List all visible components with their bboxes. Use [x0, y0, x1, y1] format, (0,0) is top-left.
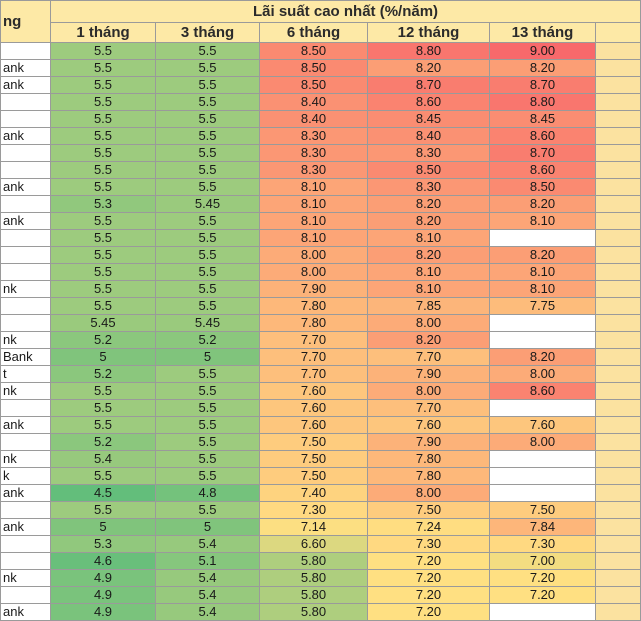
rate-cell[interactable]: 7.70	[368, 400, 490, 417]
bank-name-cell[interactable]	[1, 400, 51, 417]
rate-cell[interactable]: 5.5	[156, 502, 260, 519]
rate-cell[interactable]: 4.9	[51, 587, 156, 604]
rate-cell[interactable]: 5.5	[51, 213, 156, 230]
rate-cell[interactable]: 7.50	[260, 451, 368, 468]
rate-cell[interactable]: 5.5	[51, 502, 156, 519]
bank-name-cell[interactable]: ank	[1, 77, 51, 94]
rate-cell-next[interactable]	[596, 417, 641, 434]
bank-name-cell[interactable]	[1, 111, 51, 128]
rate-cell[interactable]: 5.5	[51, 281, 156, 298]
rate-cell[interactable]	[490, 604, 596, 621]
rate-cell[interactable]: 7.80	[368, 468, 490, 485]
rate-cell[interactable]: 8.00	[368, 315, 490, 332]
rate-cell[interactable]: 7.20	[490, 587, 596, 604]
rate-cell[interactable]: 7.70	[260, 366, 368, 383]
table-row	[1, 604, 641, 621]
column-header-next[interactable]	[596, 23, 641, 43]
table-row	[1, 60, 641, 77]
rate-cell-next[interactable]	[596, 162, 641, 179]
bank-name-cell[interactable]: t	[1, 366, 51, 383]
rate-cell[interactable]: 8.60	[368, 94, 490, 111]
rate-cell[interactable]	[490, 485, 596, 502]
rate-cell[interactable]: 5.5	[51, 77, 156, 94]
rate-cell[interactable]: 5.5	[156, 400, 260, 417]
rate-cell[interactable]: 7.30	[490, 536, 596, 553]
bank-name-cell[interactable]: nk	[1, 281, 51, 298]
rate-cell-next[interactable]	[596, 434, 641, 451]
rate-cell-next[interactable]	[596, 77, 641, 94]
rate-cell[interactable]: 8.30	[260, 162, 368, 179]
bank-name-cell[interactable]: ank	[1, 60, 51, 77]
bank-name-cell[interactable]: nk	[1, 570, 51, 587]
rate-cell[interactable]: 8.10	[490, 281, 596, 298]
column-header-term[interactable]: 1 tháng	[51, 23, 156, 43]
rate-cell[interactable]: 5.1	[156, 553, 260, 570]
rate-cell[interactable]: 8.10	[490, 213, 596, 230]
bank-name-cell[interactable]: Bank	[1, 349, 51, 366]
table-row	[1, 247, 641, 264]
rate-cell[interactable]: 7.80	[368, 451, 490, 468]
column-header-term[interactable]: 6 tháng	[260, 23, 368, 43]
rate-cell[interactable]: 5.3	[51, 196, 156, 213]
rate-cell[interactable]: 5.4	[51, 451, 156, 468]
rate-cell[interactable]: 5.5	[51, 60, 156, 77]
bank-name-cell[interactable]	[1, 247, 51, 264]
rate-cell[interactable]: 7.50	[260, 468, 368, 485]
bank-name-cell[interactable]	[1, 145, 51, 162]
rate-cell[interactable]: 7.75	[490, 298, 596, 315]
bank-column-header[interactable]: ng	[1, 1, 51, 43]
rate-cell[interactable]: 5.2	[51, 366, 156, 383]
rate-cell[interactable]: 5.2	[51, 332, 156, 349]
rate-cell-next[interactable]	[596, 570, 641, 587]
rate-cell-next[interactable]	[596, 502, 641, 519]
rate-cell[interactable]	[490, 400, 596, 417]
rate-cell[interactable]: 5	[156, 349, 260, 366]
rate-cell-next[interactable]	[596, 128, 641, 145]
table-row	[1, 43, 641, 60]
rate-cell[interactable]: 8.10	[490, 264, 596, 281]
rate-cell[interactable]: 8.20	[368, 196, 490, 213]
rate-cell[interactable]: 4.6	[51, 553, 156, 570]
table-row	[1, 128, 641, 145]
rate-cell-next[interactable]	[596, 94, 641, 111]
rate-cell[interactable]: 5.5	[156, 145, 260, 162]
rate-cell-next[interactable]	[596, 230, 641, 247]
rate-cell[interactable]: 5.5	[156, 468, 260, 485]
bank-name-cell[interactable]: ank	[1, 417, 51, 434]
table-row	[1, 77, 641, 94]
rate-cell[interactable]: 5.5	[51, 179, 156, 196]
rate-cell[interactable]: 8.40	[260, 94, 368, 111]
rate-cell[interactable]: 5.5	[156, 383, 260, 400]
table-row	[1, 332, 641, 349]
bank-name-cell[interactable]: ank	[1, 213, 51, 230]
rate-cell-next[interactable]	[596, 332, 641, 349]
rate-cell[interactable]: 7.70	[260, 349, 368, 366]
rate-cell[interactable]: 8.45	[490, 111, 596, 128]
rate-cell[interactable]: 5.5	[156, 281, 260, 298]
header-row-terms	[1, 23, 641, 43]
rate-cell[interactable]: 5.5	[156, 451, 260, 468]
rate-cell[interactable]: 7.90	[260, 281, 368, 298]
rate-cell[interactable]: 5.5	[156, 111, 260, 128]
rate-cell[interactable]	[490, 451, 596, 468]
table-row	[1, 162, 641, 179]
rate-cell[interactable]: 5.5	[51, 230, 156, 247]
column-header-term[interactable]: 13 tháng	[490, 23, 596, 43]
bank-name-cell[interactable]	[1, 434, 51, 451]
rate-cell[interactable]: 8.70	[368, 77, 490, 94]
bank-name-cell[interactable]	[1, 298, 51, 315]
bank-name-cell[interactable]: ank	[1, 485, 51, 502]
rate-cell[interactable]: 7.50	[490, 502, 596, 519]
rate-cell[interactable]: 8.30	[368, 145, 490, 162]
rate-cell[interactable]: 5.5	[51, 400, 156, 417]
rate-cell[interactable]: 8.20	[368, 213, 490, 230]
rate-cell[interactable]: 5.5	[156, 162, 260, 179]
rate-cell[interactable]	[490, 230, 596, 247]
bank-name-cell[interactable]: nk	[1, 332, 51, 349]
rate-cell-next[interactable]	[596, 298, 641, 315]
bank-name-cell[interactable]: ank	[1, 604, 51, 621]
bank-name-cell[interactable]	[1, 315, 51, 332]
rate-cell[interactable]	[490, 468, 596, 485]
rate-cell-next[interactable]	[596, 604, 641, 621]
bank-name-cell[interactable]	[1, 94, 51, 111]
rate-cell-next[interactable]	[596, 315, 641, 332]
rate-cell[interactable]: 8.20	[368, 60, 490, 77]
rate-cell[interactable]: 8.10	[260, 179, 368, 196]
rate-cell-next[interactable]	[596, 179, 641, 196]
rate-cell[interactable]: 7.20	[368, 604, 490, 621]
rate-cell[interactable]: 8.20	[490, 247, 596, 264]
rate-cell[interactable]: 4.8	[156, 485, 260, 502]
rate-cell[interactable]: 7.60	[260, 417, 368, 434]
rate-cell[interactable]: 7.80	[260, 315, 368, 332]
rate-group-header[interactable]: Lãi suất cao nhất (%/năm)	[51, 1, 641, 23]
table-row	[1, 417, 641, 434]
rate-cell-next[interactable]	[596, 366, 641, 383]
rate-cell-next[interactable]	[596, 60, 641, 77]
rate-cell[interactable]: 8.20	[368, 247, 490, 264]
table-row	[1, 145, 641, 162]
bank-name-cell[interactable]	[1, 230, 51, 247]
table-row	[1, 570, 641, 587]
rate-cell[interactable]: 7.50	[368, 502, 490, 519]
rate-cell-next[interactable]	[596, 468, 641, 485]
rate-cell[interactable]: 8.00	[490, 434, 596, 451]
bank-name-cell[interactable]	[1, 162, 51, 179]
rate-cell-next[interactable]	[596, 485, 641, 502]
table-row	[1, 298, 641, 315]
rate-cell[interactable]: 7.20	[368, 553, 490, 570]
rate-cell-next[interactable]	[596, 349, 641, 366]
rate-cell[interactable]: 5.5	[51, 94, 156, 111]
bank-name-cell[interactable]: ank	[1, 128, 51, 145]
rate-cell[interactable]: 4.9	[51, 570, 156, 587]
rate-cell[interactable]: 7.50	[260, 434, 368, 451]
rate-cell[interactable]	[490, 315, 596, 332]
table-row	[1, 111, 641, 128]
rate-cell[interactable]: 5.5	[51, 247, 156, 264]
table-row	[1, 553, 641, 570]
table-row	[1, 383, 641, 400]
rate-cell-next[interactable]	[596, 43, 641, 60]
rate-cell[interactable]: 7.14	[260, 519, 368, 536]
rate-cell[interactable]: 7.70	[260, 332, 368, 349]
column-header-term[interactable]: 12 tháng	[368, 23, 490, 43]
table-row	[1, 213, 641, 230]
rate-cell[interactable]: 8.10	[260, 196, 368, 213]
table-row	[1, 434, 641, 451]
rate-cell[interactable]: 8.45	[368, 111, 490, 128]
bank-name-cell[interactable]: nk	[1, 383, 51, 400]
table-row	[1, 94, 641, 111]
rate-cell[interactable]: 4.9	[51, 604, 156, 621]
rate-cell[interactable]: 8.60	[490, 128, 596, 145]
rate-cell[interactable]: 7.60	[260, 383, 368, 400]
rate-cell[interactable]: 5	[51, 519, 156, 536]
rate-cell[interactable]: 7.84	[490, 519, 596, 536]
rate-cell[interactable]: 8.50	[490, 179, 596, 196]
rate-cell[interactable]: 5.5	[156, 434, 260, 451]
bank-name-cell[interactable]: nk	[1, 451, 51, 468]
rate-cell[interactable]: 5	[156, 519, 260, 536]
rate-cell-next[interactable]	[596, 519, 641, 536]
table-row	[1, 366, 641, 383]
table-row	[1, 179, 641, 196]
rate-cell-next[interactable]	[596, 281, 641, 298]
rate-cell-next[interactable]	[596, 400, 641, 417]
rate-cell[interactable]: 8.10	[368, 230, 490, 247]
rate-cell[interactable]: 5.80	[260, 553, 368, 570]
rate-cell[interactable]: 5.5	[156, 77, 260, 94]
rate-cell[interactable]: 5.5	[156, 94, 260, 111]
rate-cell[interactable]: 5.5	[51, 43, 156, 60]
rate-cell[interactable]: 4.5	[51, 485, 156, 502]
rate-cell[interactable]: 5.4	[156, 587, 260, 604]
rate-cell[interactable]: 7.90	[368, 366, 490, 383]
rate-cell[interactable]: 5.5	[156, 128, 260, 145]
rate-cell[interactable]: 7.85	[368, 298, 490, 315]
rate-cell-next[interactable]	[596, 264, 641, 281]
rate-cell[interactable]: 5.5	[51, 128, 156, 145]
rate-cell[interactable]: 8.30	[260, 145, 368, 162]
rate-cell[interactable]: 5.5	[156, 264, 260, 281]
rate-cell[interactable]: 5.80	[260, 604, 368, 621]
rate-cell[interactable]: 8.10	[260, 230, 368, 247]
rate-cell[interactable]: 5.5	[156, 247, 260, 264]
rate-cell[interactable]: 5.5	[51, 468, 156, 485]
rate-cell[interactable]: 8.50	[368, 162, 490, 179]
rate-cell-next[interactable]	[596, 196, 641, 213]
rate-cell[interactable]: 7.20	[368, 587, 490, 604]
rate-cell[interactable]: 7.60	[368, 417, 490, 434]
table-row	[1, 196, 641, 213]
bank-name-cell[interactable]	[1, 264, 51, 281]
rate-cell[interactable]: 5.5	[51, 417, 156, 434]
table-row	[1, 502, 641, 519]
rate-cell[interactable]: 7.90	[368, 434, 490, 451]
rate-cell[interactable]: 5.45	[156, 196, 260, 213]
rate-cell[interactable]: 5.4	[156, 604, 260, 621]
table-row	[1, 264, 641, 281]
bank-name-cell[interactable]	[1, 536, 51, 553]
rate-cell[interactable]: 5.5	[156, 366, 260, 383]
rate-cell[interactable]: 8.30	[260, 128, 368, 145]
rate-cell-next[interactable]	[596, 213, 641, 230]
rate-cell[interactable]: 8.50	[260, 60, 368, 77]
rate-cell[interactable]: 8.00	[490, 366, 596, 383]
table-row	[1, 468, 641, 485]
rate-cell-next[interactable]	[596, 247, 641, 264]
rate-cell[interactable]: 8.10	[368, 281, 490, 298]
rate-cell[interactable]: 5.5	[51, 145, 156, 162]
rate-cell[interactable]: 6.60	[260, 536, 368, 553]
rate-cell[interactable]: 8.20	[490, 196, 596, 213]
rate-cell[interactable]: 5.4	[156, 570, 260, 587]
table-row	[1, 519, 641, 536]
rate-cell-next[interactable]	[596, 451, 641, 468]
rate-cell[interactable]: 7.60	[260, 400, 368, 417]
rate-cell[interactable]: 8.20	[368, 332, 490, 349]
table-row	[1, 536, 641, 553]
header-row-group	[1, 1, 641, 23]
rate-cell[interactable]: 9.00	[490, 43, 596, 60]
rate-cell[interactable]: 8.40	[368, 128, 490, 145]
rate-cell-next[interactable]	[596, 383, 641, 400]
table-row	[1, 485, 641, 502]
rate-cell[interactable]: 8.10	[368, 264, 490, 281]
rate-cell[interactable]: 5.5	[156, 179, 260, 196]
rate-cell[interactable]: 7.30	[260, 502, 368, 519]
bank-name-cell[interactable]: ank	[1, 519, 51, 536]
rate-cell[interactable]: 5.2	[51, 434, 156, 451]
table-row	[1, 230, 641, 247]
rate-cell[interactable]: 5.5	[156, 43, 260, 60]
rate-cell[interactable]: 8.20	[490, 60, 596, 77]
bank-name-cell[interactable]	[1, 43, 51, 60]
rate-cell[interactable]: 5.5	[51, 162, 156, 179]
rate-cell[interactable]: 5.5	[156, 298, 260, 315]
rate-cell[interactable]: 8.10	[260, 213, 368, 230]
column-header-term[interactable]: 3 tháng	[156, 23, 260, 43]
rate-cell[interactable]: 7.20	[368, 570, 490, 587]
rate-cell[interactable]: 5	[51, 349, 156, 366]
rate-cell[interactable]: 7.70	[368, 349, 490, 366]
rate-cell[interactable]: 7.60	[490, 417, 596, 434]
table-row	[1, 349, 641, 366]
rate-cell-next[interactable]	[596, 145, 641, 162]
rate-cell[interactable]: 5.5	[156, 60, 260, 77]
rate-cell[interactable]: 8.00	[260, 247, 368, 264]
rate-cell-next[interactable]	[596, 553, 641, 570]
rate-cell[interactable]: 7.30	[368, 536, 490, 553]
rate-cell[interactable]: 8.80	[368, 43, 490, 60]
rate-cell[interactable]: 5.5	[156, 230, 260, 247]
bank-name-cell[interactable]: k	[1, 468, 51, 485]
rate-cell[interactable]: 7.80	[260, 298, 368, 315]
rate-cell[interactable]: 8.60	[490, 162, 596, 179]
rate-cell[interactable]: 5.5	[51, 264, 156, 281]
rate-cell[interactable]: 5.5	[156, 417, 260, 434]
rate-cell[interactable]: 5.45	[51, 315, 156, 332]
rate-cell[interactable]	[490, 332, 596, 349]
rate-cell[interactable]: 8.30	[368, 179, 490, 196]
rate-cell[interactable]: 8.50	[260, 43, 368, 60]
rate-cell-next[interactable]	[596, 536, 641, 553]
bank-name-cell[interactable]	[1, 587, 51, 604]
table-row	[1, 281, 641, 298]
rate-cell[interactable]: 5.3	[51, 536, 156, 553]
rate-cell[interactable]: 8.50	[260, 77, 368, 94]
rate-cell[interactable]: 8.60	[490, 383, 596, 400]
rate-cell[interactable]: 8.00	[368, 485, 490, 502]
rate-cell[interactable]: 8.00	[260, 264, 368, 281]
table-row	[1, 400, 641, 417]
table-row	[1, 315, 641, 332]
rate-cell[interactable]: 5.5	[156, 213, 260, 230]
bank-name-cell[interactable]: ank	[1, 179, 51, 196]
bank-name-cell[interactable]	[1, 196, 51, 213]
rate-cell-next[interactable]	[596, 111, 641, 128]
rate-cell[interactable]: 8.70	[490, 77, 596, 94]
bank-name-cell[interactable]	[1, 553, 51, 570]
table-row	[1, 587, 641, 604]
rate-cell[interactable]: 8.70	[490, 145, 596, 162]
rate-cell[interactable]: 8.20	[490, 349, 596, 366]
rate-cell[interactable]: 8.00	[368, 383, 490, 400]
rate-cell[interactable]: 5.2	[156, 332, 260, 349]
rate-cell-next[interactable]	[596, 587, 641, 604]
rate-cell[interactable]: 5.80	[260, 587, 368, 604]
rate-cell[interactable]: 7.00	[490, 553, 596, 570]
rate-cell[interactable]: 7.40	[260, 485, 368, 502]
bank-name-cell[interactable]	[1, 502, 51, 519]
table-row	[1, 451, 641, 468]
rate-cell[interactable]: 8.80	[490, 94, 596, 111]
rate-cell[interactable]: 5.80	[260, 570, 368, 587]
rate-cell[interactable]: 5.5	[51, 383, 156, 400]
rate-cell[interactable]: 7.20	[490, 570, 596, 587]
rate-cell[interactable]: 5.5	[51, 111, 156, 128]
rate-cell[interactable]: 8.40	[260, 111, 368, 128]
rate-cell[interactable]: 5.4	[156, 536, 260, 553]
rate-cell[interactable]: 5.5	[51, 298, 156, 315]
rate-cell[interactable]: 7.24	[368, 519, 490, 536]
rate-cell[interactable]: 5.45	[156, 315, 260, 332]
